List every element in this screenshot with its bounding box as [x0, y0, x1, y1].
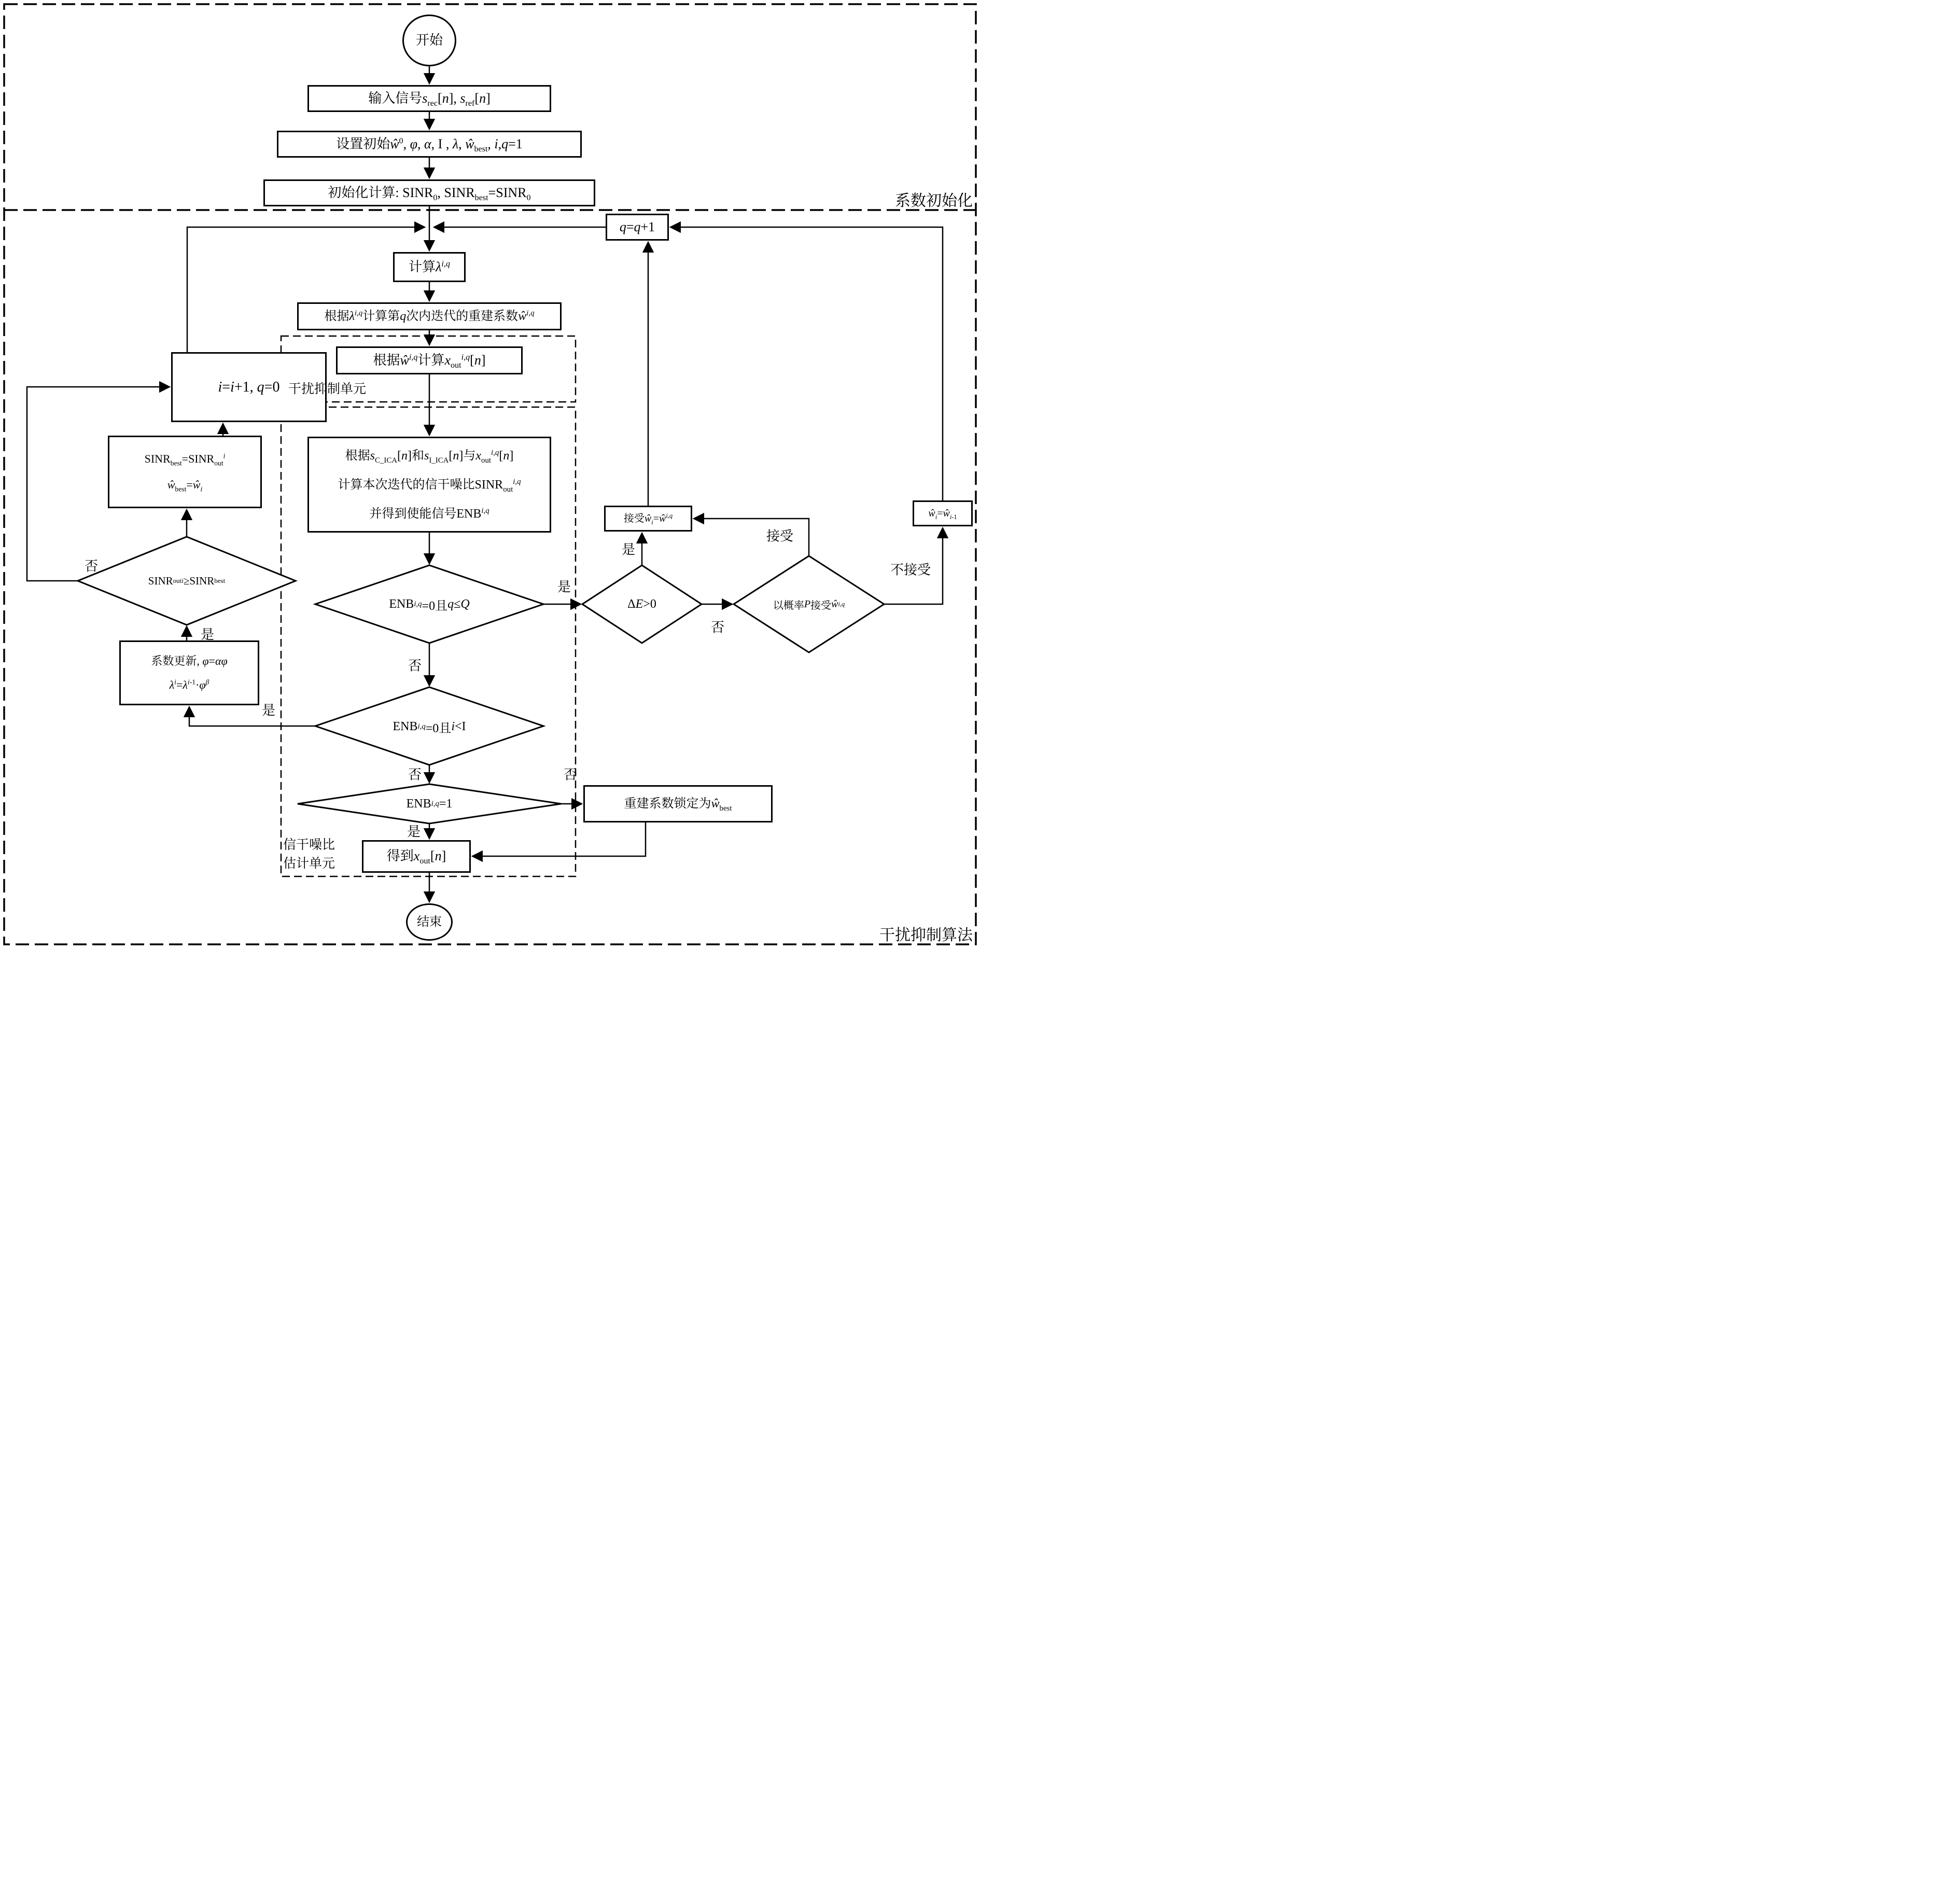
coef-update-line1: 系数更新, φ=αφ	[151, 654, 228, 667]
suppression-unit-label: 干扰抑制单元	[288, 382, 367, 396]
decision-delta-e-label: Δ E >0	[627, 597, 656, 611]
decision-enb-q-label: ENB i,q =0且 q ≤ Q	[389, 597, 470, 613]
edge-label-no-enbq: 否	[408, 658, 422, 674]
get-xout-box	[362, 840, 471, 873]
edge-label-yes-enbq: 是	[557, 579, 571, 595]
sinr-unit-label-line1: 信干噪比	[283, 838, 335, 852]
update-best-line1: $SINR_{best}=SINR_{out}^i$	[144, 452, 226, 467]
edge-label-no-sinr: 否	[84, 559, 99, 574]
edge-label-yes-enbi: 是	[261, 703, 276, 718]
accept-w-box	[604, 506, 692, 532]
sinr-unit-label	[283, 836, 335, 873]
sinr-calc-line1: 根据$s_{C\_ICA}[n]$和$s_{I\_ICA}[n]$与$x_{out}^{i,q}[n]$	[345, 448, 514, 465]
edge-label-no-enbi: 否	[408, 767, 422, 783]
sinr-calc-line3: 并得到使能信号ENB$^{i,q}$	[369, 506, 489, 521]
calc-lambda-label: 计算$\lambda^{i,q}$	[409, 259, 450, 274]
edge-label-yes-enb1: 是	[407, 824, 421, 840]
init-calc-box	[263, 179, 595, 206]
flowchart-canvas	[0, 0, 980, 948]
q-increment-label: q=q+1	[619, 219, 655, 234]
end-label: 结束	[417, 915, 442, 929]
calc-weights-label: 根据$\lambda^{i,q}$计算第q次内迭代的重建系数$ŵ^{i,q}$	[324, 309, 535, 323]
sinr-calc-box	[307, 437, 551, 533]
accept-w-label: 接受$ŵ_i=ŵ^{i,q}$	[623, 511, 673, 526]
keep-w-label: $ŵ_i=ŵ_{i-1}$	[928, 507, 957, 521]
lock-w-label: 重建系数锁定为$ŵ_{best}$	[624, 797, 732, 813]
calc-xout-label: 根据$ŵ^{i,q}$计算$x_{out}^{i,q}[n]$	[373, 352, 486, 370]
init-calc-label: 初始化计算: $SINR_0$, $SINR_{best}=SINR_0$	[328, 185, 531, 202]
edge-label-accept: 接受	[766, 528, 794, 544]
i-increment-label: i=i+1, q=0	[218, 379, 280, 395]
section-label-init: 系数初始化	[895, 192, 973, 210]
init-params-label: 设置初始$ŵ^0$, φ, α, I , λ, $ŵ_{best}$, i,q=1	[336, 136, 523, 154]
edge-label-no-delta-e: 否	[710, 620, 725, 635]
calc-lambda-box	[393, 252, 466, 282]
lock-w-box	[583, 785, 773, 822]
edge-label-yes-delta-e: 是	[621, 542, 636, 557]
input-signal-box	[307, 85, 551, 112]
calc-weights-box	[297, 302, 562, 330]
coef-update-line2: $\lambda^i=\lambda^{i-1}\cdot\varphi^\beta$	[169, 678, 209, 691]
input-signal-label: 输入信号$s_{rec}[n]$, $s_{ref}[n]$	[368, 90, 491, 108]
keep-w-box	[913, 500, 973, 526]
sinr-calc-line2: 计算本次迭代的信干噪比$SINR_{out}^{i,q}$	[338, 477, 521, 494]
edge-label-no-enb1: 否	[563, 767, 578, 783]
calc-xout-box	[336, 346, 523, 374]
update-best-line2: $ŵ_{best}=ŵ_i$	[167, 478, 203, 493]
decision-prob-label: 以概率 P 接受 ŵ i,q	[773, 598, 845, 611]
edge-label-reject: 不接受	[890, 562, 931, 578]
q-increment-box	[606, 214, 669, 241]
init-params-box	[277, 131, 582, 158]
sinr-unit-label-line2: 估计单元	[283, 857, 335, 871]
get-xout-label: 得到$x_{out}[n]$	[386, 848, 446, 866]
update-best-box	[108, 436, 262, 508]
start-terminal	[402, 15, 456, 66]
decision-enb-i-label: ENB i,q =0且 i <I	[393, 719, 466, 735]
decision-enb-1-label: ENB i,q =1	[406, 797, 453, 811]
section-label-algorithm: 干扰抑制算法	[879, 927, 973, 944]
start-label: 开始	[415, 32, 443, 48]
coef-update-box	[119, 640, 259, 705]
end-terminal	[406, 903, 453, 941]
edge-label-yes-sinr-entry: 是	[200, 627, 215, 643]
decision-sinr-label: SINR out i ≥SINR best	[148, 574, 226, 587]
